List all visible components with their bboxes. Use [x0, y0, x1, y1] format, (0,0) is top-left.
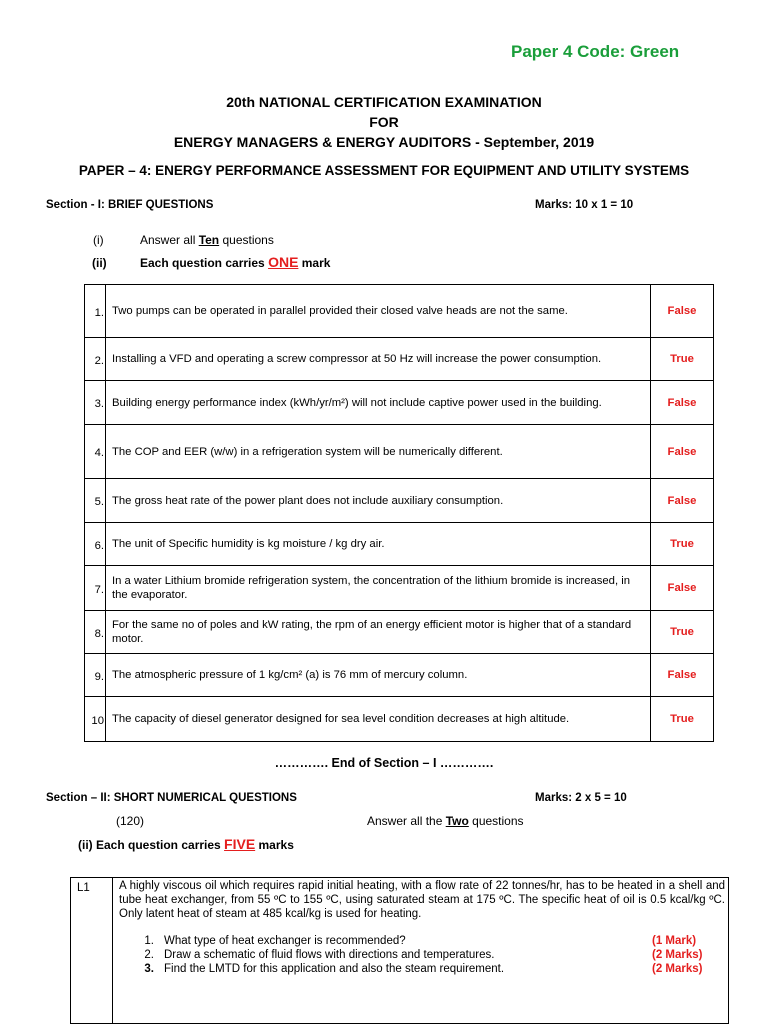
question-answer: True: [651, 338, 714, 381]
section2-code: (120): [116, 814, 145, 828]
section2-instruction-1: Answer all the Two questions: [367, 814, 524, 828]
question-answer: True: [651, 611, 714, 654]
table-row: [85, 425, 714, 479]
table-row: [85, 381, 714, 425]
table-row: [85, 479, 714, 523]
section2-title: Section – II: SHORT NUMERICAL QUESTIONS: [46, 792, 297, 804]
question-answer: False: [651, 566, 714, 611]
subquestion-number: 1.: [144, 935, 154, 947]
question-answer: False: [651, 654, 714, 697]
subquestion-text: Find the LMTD for this application and also the steam requirement.: [164, 963, 505, 975]
question-answer: False: [651, 479, 714, 523]
question-number: 2.: [85, 338, 106, 381]
question-text: For the same no of poles and kW rating, the rpm of an energy efficient motor is higher that of a standard motor.: [106, 611, 651, 654]
subquestion-number: 2.: [144, 949, 154, 961]
section2-instruction-2: (ii) Each question carries FIVE marks: [78, 836, 294, 852]
section1-marks: Marks: 10 x 1 = 10: [535, 199, 634, 211]
table-row: [85, 697, 714, 742]
question-text: Installing a VFD and operating a screw compressor at 50 Hz will increase the power consumption.: [106, 338, 651, 381]
question-answer: False: [651, 425, 714, 479]
subquestion-marks: (2 Marks): [652, 963, 703, 975]
table-row: [85, 338, 714, 381]
question-number: 8.: [85, 611, 106, 654]
question-text: The COP and EER (w/w) in a refrigeration system will be numerically different.: [106, 425, 651, 479]
exam-subtitle: ENERGY MANAGERS & ENERGY AUDITORS - September, 2019: [173, 134, 595, 150]
question-text: Building energy performance index (kWh/yr/m²) will not include captive power used in the building.: [106, 381, 651, 425]
question-answer: True: [651, 697, 714, 742]
table-row: [85, 654, 714, 697]
question-number: 6.: [85, 523, 106, 566]
section2-marks: Marks: 2 x 5 = 10: [535, 792, 627, 804]
question-box-divider: [112, 877, 113, 1024]
section1-end: …………. End of Section – I ………….: [274, 756, 494, 770]
table-row: [85, 566, 714, 611]
question-answer: False: [651, 285, 714, 338]
question-text: Two pumps can be operated in parallel provided their closed valve heads are not the same.: [106, 285, 651, 338]
subquestion-text: What type of heat exchanger is recommended?: [164, 935, 406, 947]
instruction-1: Answer all Ten questions: [140, 233, 274, 247]
question-text: The gross heat rate of the power plant does not include auxiliary consumption.: [106, 479, 651, 523]
exam-title-for: FOR: [369, 114, 399, 130]
subquestion-text: Draw a schematic of fluid flows with directions and temperatures.: [164, 949, 495, 961]
instruction-1-number: (i): [93, 233, 104, 247]
section1-title: Section - I: BRIEF QUESTIONS: [46, 199, 214, 211]
subquestion-number: 3.: [144, 963, 154, 975]
question-label: L1: [77, 882, 90, 894]
exam-title: 20th NATIONAL CERTIFICATION EXAMINATION: [226, 94, 542, 110]
table-row: [85, 523, 714, 566]
question-text: In a water Lithium bromide refrigeration system, the concentration of the lithium bromide is increased, in the evaporator.: [106, 566, 651, 611]
instruction-2-number: (ii): [92, 256, 107, 270]
question-answer: False: [651, 381, 714, 425]
paper-code: Paper 4 Code: Green: [511, 42, 680, 61]
question-number: 10: [85, 697, 106, 742]
question-number: 7.: [85, 566, 106, 611]
subquestion-marks: (2 Marks): [652, 949, 703, 961]
question-text: The unit of Specific humidity is kg moisture / kg dry air.: [106, 523, 651, 566]
table-row: [85, 285, 714, 338]
subquestion-marks: (1 Mark): [652, 935, 697, 947]
questions-table: [84, 284, 714, 742]
question-answer: True: [651, 523, 714, 566]
question-text: The capacity of diesel generator designed for sea level condition decreases at high altitude.: [106, 697, 651, 742]
question-number: 3.: [85, 381, 106, 425]
question-text: The atmospheric pressure of 1 kg/cm² (a) is 76 mm of mercury column.: [106, 654, 651, 697]
question-number: 1.: [85, 285, 106, 338]
question-number: 4.: [85, 425, 106, 479]
paper-title: PAPER – 4: ENERGY PERFORMANCE ASSESSMENT FOR EQUIPMENT AND UTILITY SYSTEMS: [78, 163, 690, 178]
question-number: 9.: [85, 654, 106, 697]
question-text: A highly viscous oil which requires rapid initial heating, with a flow rate of 22 tonnes/hr, has to be heated in a shell and tube heat exchanger, from 55 ºC to 155 ºC, using saturated steam at 175 ºC. The specific heat of oil is 0.5 kcal/kg ºC. Only latent heat of steam at 485 kcal/kg is used for heating.: [119, 880, 725, 920]
instruction-2: Each question carries ONE mark: [140, 254, 331, 270]
table-row: [85, 611, 714, 654]
question-number: 5.: [85, 479, 106, 523]
